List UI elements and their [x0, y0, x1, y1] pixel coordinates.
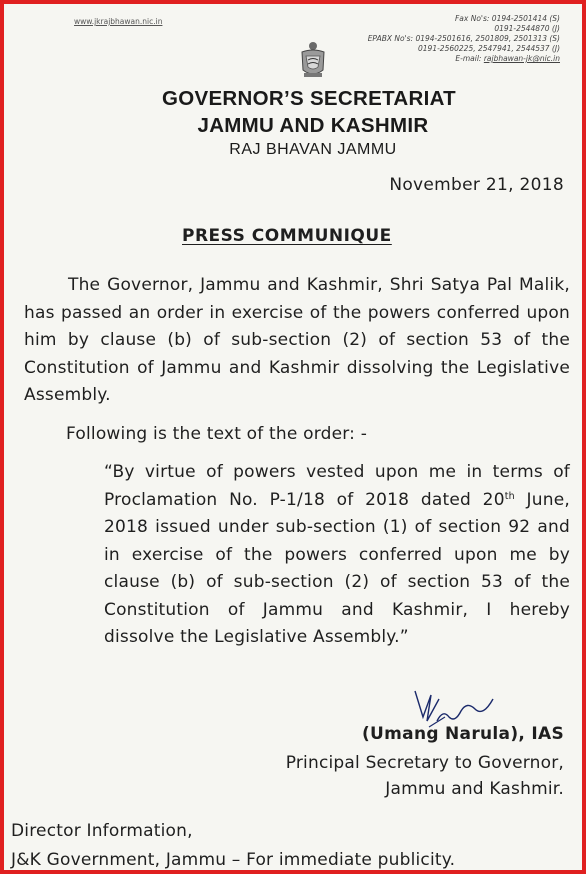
document-heading: PRESS COMMUNIQUE	[182, 226, 392, 246]
document-date: November 21, 2018	[389, 175, 564, 195]
fax-line-1: Fax No's: 0194-2501414 (S)	[454, 14, 560, 23]
fax-line-2: 0191-2544870 (J)	[494, 24, 560, 33]
email-label: E-mail:	[455, 54, 482, 63]
signatory-name: (Umang Narula), IAS	[361, 724, 564, 744]
state-emblem-icon	[296, 40, 330, 80]
body-paragraph: The Governor, Jammu and Kashmir, Shri Satya Pal Malik, has passed an order in exercise of the powers conferred upon him by clause (b) of sub-section (2) of section 53 of the Constitution of Jammu and Kashmir dissolving the Legislative Assembly.	[24, 275, 570, 405]
footer-line-1: Director Information,	[11, 821, 193, 841]
state-title: JAMMU AND KASHMIR	[197, 114, 429, 137]
order-quote	[104, 459, 570, 652]
website-link[interactable]: www.jkrajbhawan.nic.in	[74, 17, 163, 26]
epabx-line-1: EPABX No's: 0194-2501616, 2501809, 2501313 (S)	[367, 34, 560, 43]
office-subtitle: RAJ BHAVAN JAMMU	[229, 141, 397, 158]
footer-line-2: J&K Government, Jammu – For immediate publicity.	[11, 850, 456, 870]
quote-superscript: th	[504, 490, 515, 502]
contact-details	[368, 14, 560, 64]
email-line	[368, 54, 560, 64]
distribution-footer	[11, 817, 455, 870]
order-intro: Following is the text of the order: -	[66, 424, 368, 444]
quote-text-part-1: “By virtue of powers vested upon me in terms of Proclamation No. P-1/18 of 2018 dated 20	[104, 462, 570, 510]
press-release-page	[4, 4, 582, 870]
quote-text-part-2: June, 2018 issued under sub-section (1) of section 92 and in exercise of the powers conferred upon me by clause (b) of sub-section (2) of section 53 of the Constitution of Jammu and Kashmir, I hereby dissolve the Legislative Assembly.”	[104, 489, 570, 647]
signatory-designation	[286, 750, 564, 802]
designation-line-2: Jammu and Kashmir.	[385, 779, 564, 799]
secretariat-title: GOVERNOR’S SECRETARIAT	[161, 87, 456, 110]
epabx-line-2: 0191-2560225, 2547941, 2544537 (J)	[418, 44, 560, 53]
designation-line-1: Principal Secretary to Governor,	[285, 753, 564, 773]
email-link[interactable]: rajbhawan-jk@nic.in	[483, 54, 560, 63]
